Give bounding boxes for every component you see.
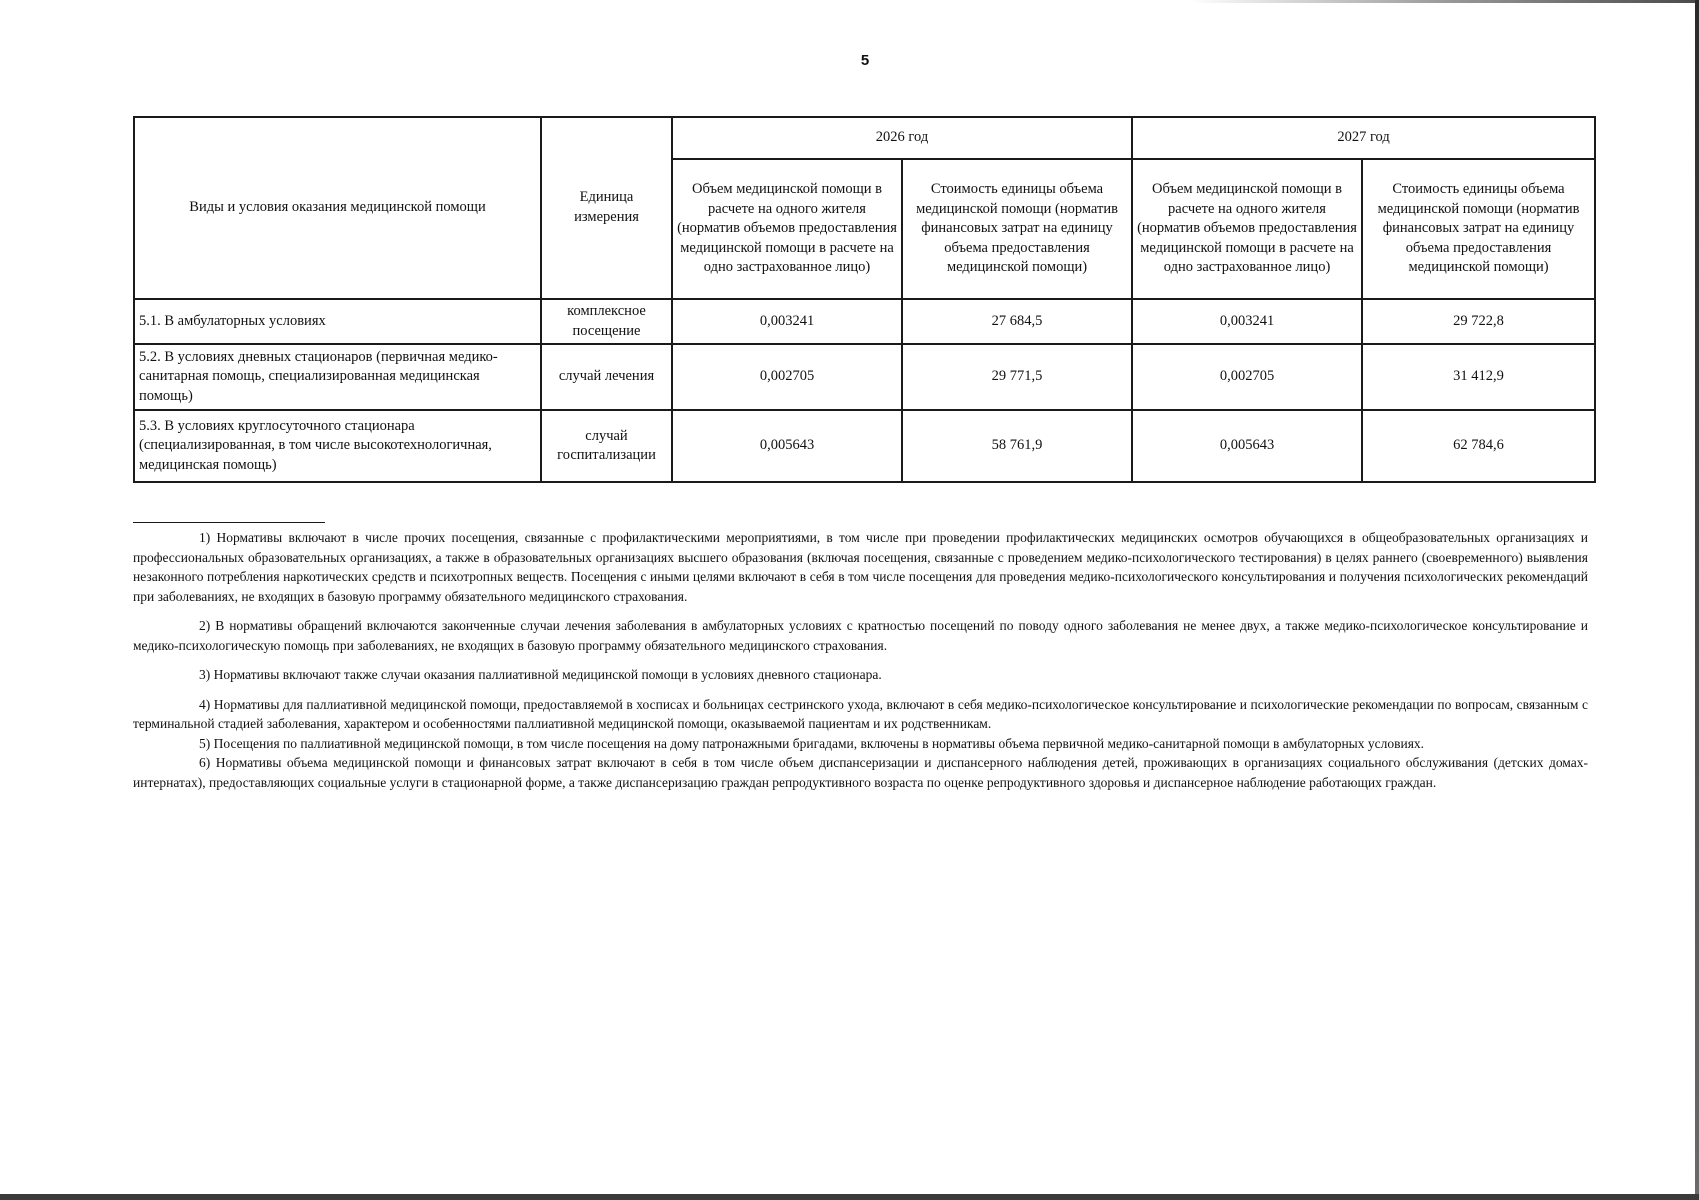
header-types: Виды и условия оказания медицинской помощи	[134, 117, 541, 299]
page-number: 5	[860, 52, 870, 69]
row-unit: комплексное посещение	[541, 299, 672, 344]
scan-edge-right	[1695, 0, 1699, 1200]
row-volume-2026: 0,003241	[672, 299, 902, 344]
row-cost-2027: 29 722,8	[1362, 299, 1595, 344]
row-unit: случай лечения	[541, 344, 672, 410]
footnote-2: 2) В нормативы обращений включаются законченные случаи лечения заболевания в амбулаторных условиях с кратностью посещений по поводу одного заболевания не менее двух, а также медико-психологическое консультирование и медико-психологическую помощь при заболеваниях, не входящих в базовую программу обязательного медицинского страхования.	[133, 618, 1588, 653]
footnote-1: 1) Нормативы включают в числе прочих посещения, связанные с профилактическими мероприятиями, в том числе при проведении профилактических медицинских осмотров обучающихся в общеобразовательных организациях и профессиональных образовательных организациях, а также в образовательных организациях высшего образования (включая посещения, связанные с проведением медико-психологического тестирования) в целях раннего (своевременного) выявления незаконного потребления наркотических средств и психотропных веществ. Посещения с иными целями включают в себя в том числе посещения для проведения медико-психологического консультирования и получения психологических рекомендаций при заболеваниях, не входящих в базовую программу обязательного медицинского страхования.	[133, 530, 1588, 604]
row-volume-2027: 0,005643	[1132, 410, 1362, 482]
row-unit: случай госпитализации	[541, 410, 672, 482]
footnote-separator	[133, 522, 325, 523]
row-label: 5.1. В амбулаторных условиях	[134, 299, 541, 344]
row-volume-2027: 0,003241	[1132, 299, 1362, 344]
row-cost-2026: 29 771,5	[902, 344, 1132, 410]
footnotes	[133, 528, 1588, 792]
row-label: 5.2. В условиях дневных стационаров (первичная медико-санитарная помощь, специализированная медицинская помощь)	[134, 344, 541, 410]
header-unit: Единица измерения	[541, 117, 672, 299]
row-cost-2026: 27 684,5	[902, 299, 1132, 344]
row-volume-2026: 0,002705	[672, 344, 902, 410]
table-header-row-top	[134, 117, 1595, 159]
table-row	[134, 344, 1595, 410]
table-row	[134, 299, 1595, 344]
footnote-3: 3) Нормативы включают также случаи оказания паллиативной медицинской помощи в условиях дневного стационара.	[199, 667, 882, 682]
scan-edge-top	[0, 0, 1699, 3]
header-cost-2026: Стоимость единицы объема медицинской помощи (норматив финансовых затрат на единицу объема предоставления медицинской помощи)	[902, 159, 1132, 299]
header-cost-2027: Стоимость единицы объема медицинской помощи (норматив финансовых затрат на единицу объема предоставления медицинской помощи)	[1362, 159, 1595, 299]
scan-edge-bottom	[0, 1194, 1699, 1200]
row-cost-2027: 31 412,9	[1362, 344, 1595, 410]
row-label: 5.3. В условиях круглосуточного стационара (специализированная, в том числе высокотехнологичная, медицинская помощь)	[134, 410, 541, 482]
header-year-2027: 2027 год	[1132, 117, 1595, 159]
footnote-6: 6) Нормативы объема медицинской помощи и финансовых затрат включают в себя в том числе объем диспансеризации и диспансерного наблюдения детей, проживающих в организациях социального обслуживания (детских домах-интернатах), предоставляющих социальные услуги в стационарной форме, а также диспансеризацию граждан репродуктивного возраста по оценке репродуктивного здоровья и диспансерное наблюдение работающих граждан.	[133, 755, 1588, 790]
header-year-2026: 2026 год	[672, 117, 1132, 159]
norms-table	[133, 116, 1596, 483]
table-row	[134, 410, 1595, 482]
header-volume-2026: Объем медицинской помощи в расчете на одного жителя (норматив объемов предоставления медицинской помощи в расчете на одно застрахованное лицо)	[672, 159, 902, 299]
row-cost-2026: 58 761,9	[902, 410, 1132, 482]
header-volume-2027: Объем медицинской помощи в расчете на одного жителя (норматив объемов предоставления медицинской помощи в расчете на одно застрахованное лицо)	[1132, 159, 1362, 299]
footnote-5: 5) Посещения по паллиативной медицинской помощи, в том числе посещения на дому патронажными бригадами, включены в нормативы объема первичной медико-санитарной помощи в амбулаторных условиях.	[199, 735, 1425, 751]
row-volume-2026: 0,005643	[672, 410, 902, 482]
footnote-4: 4) Нормативы для паллиативной медицинской помощи, предоставляемой в хосписах и больницах сестринского ухода, включают в себя медико-психологическое консультирование и психологические рекомендации по вопросам, связанным с терминальной стадией заболевания, характером и особенностями паллиативной медицинской помощи, оказываемой пациентам и их родственникам.	[133, 696, 1588, 731]
row-volume-2027: 0,002705	[1132, 344, 1362, 410]
row-cost-2027: 62 784,6	[1362, 410, 1595, 482]
